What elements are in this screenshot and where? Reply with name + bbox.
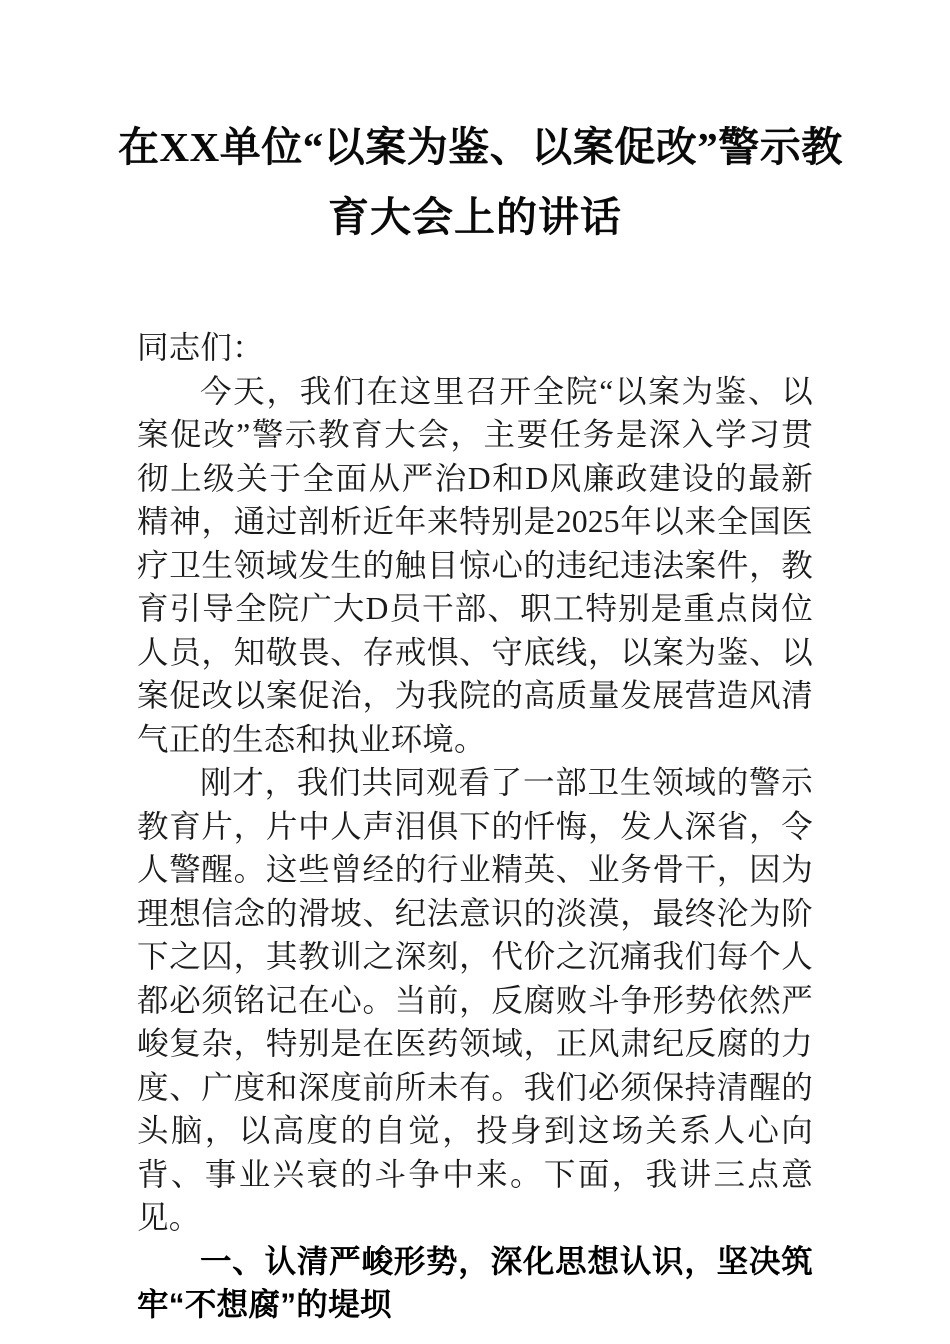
body-paragraph-1: 今天，我们在这里召开全院“以案为鉴、以案促改”警示教育大会，主要任务是深入学习贯彻上级关于全面从严治D和D风廉政建设的最新精神，通过剖析近年来特别是2025年以来全国医疗卫生领域发生的触目惊心的违纪违法案件，教育引导全院广大D员干部、职工特别是重点岗位人员，知敬畏、存戒惧、守底线，以案为鉴、以案促改以案促治，为我院的高质量发展营造风清气正的生态和执业环境。 [137,373,813,757]
body-paragraph-2: 刚才，我们共同观看了一部卫生领域的警示教育片，片中人声泪俱下的忏悔，发人深省，令人警醒。这些曾经的行业精英、业务骨干，因为理想信念的滑坡、纪法意识的淡漠，最终沦为阶下之囚，其教训之深刻，代价之沉痛我们每个人都必须铭记在心。当前，反腐败斗争形势依然严峻复杂，特别是在医药领域，正风肃纪反腐的力度、广度和深度前所未有。我们必须保持清醒的头脑，以高度的自觉，投身到这场关系人心向背、事业兴衰的斗争中来。下面，我讲三点意见。 [137,765,813,1235]
document-title-line-2: 育大会上的讲话 [328,194,622,240]
document-title-line-1: 在XX单位“以案为鉴、以案促改”警示教 [118,124,843,170]
salutation-line: 同志们： [137,330,264,365]
section-heading-1: 一、认清严峻形势，深化思想认识，坚决筑牢“不想腐”的堤坝 [137,1242,813,1322]
document-title [118,112,843,252]
document-body [137,326,813,1327]
